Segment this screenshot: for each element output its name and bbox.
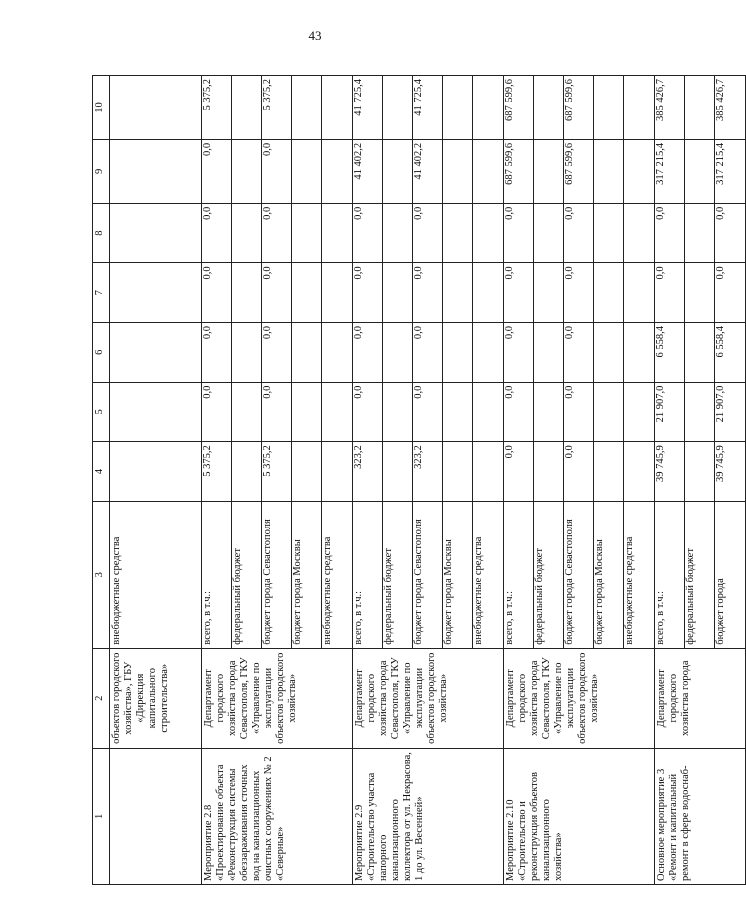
amount-value: 0,0	[715, 206, 726, 220]
measure-cell: Мероприятие 2.9 «Строительство участка напорного канализационного коллектора от ул. Некрасова, 1 до ул. Весенней»	[353, 748, 504, 884]
amount-value: 0,0	[504, 442, 534, 501]
funding-source: бюджет города	[715, 578, 726, 645]
funding-source: всего, в т.ч.:	[655, 502, 685, 648]
amount-value	[534, 383, 564, 442]
amount-value: 0,0	[202, 263, 232, 322]
amount-value	[232, 263, 262, 322]
value-cell	[353, 263, 504, 323]
amount-value	[443, 204, 473, 263]
value-cell	[655, 263, 746, 323]
amount-value	[232, 323, 262, 382]
value-cell	[353, 442, 504, 502]
funding-source: бюджет города Севастополя	[413, 502, 443, 648]
value-cell	[202, 76, 353, 140]
amount-value: 687 599,6	[564, 76, 594, 139]
amount-value	[685, 76, 715, 139]
amount-value	[594, 263, 624, 322]
funding-source: внебюджетные средства	[624, 536, 635, 645]
amount-value	[624, 323, 654, 382]
column-header: 6	[93, 322, 110, 382]
value-cell	[353, 322, 504, 382]
amount-value	[473, 140, 503, 203]
amount-value: 317 215,4	[655, 140, 685, 203]
amount-value	[383, 76, 413, 139]
amount-value	[443, 323, 473, 382]
value-cell	[353, 203, 504, 263]
executor-cell: Департамент городского хозяйства города Севастополя, ГКУ «Управление по эксплуатации объектов городского хозяйства»	[202, 648, 353, 748]
amount-value: 0,0	[262, 204, 292, 263]
amount-value: 0,0	[262, 140, 292, 203]
amount-value	[232, 76, 262, 139]
column-header: 2	[93, 648, 110, 748]
funding-source: бюджет города Севастополя	[262, 502, 292, 648]
amount-value	[473, 323, 503, 382]
executor-cell: Департамент городского хозяйства города Севастополя, ГКУ «Управление по эксплуатации объектов городского хозяйства»	[504, 648, 655, 748]
amount-value	[322, 263, 352, 322]
amount-value	[443, 263, 473, 322]
amount-value	[534, 263, 564, 322]
column-header: 4	[93, 442, 110, 502]
amount-value	[685, 383, 715, 442]
table-row	[202, 76, 353, 885]
amount-value	[473, 442, 503, 501]
value-cell	[655, 442, 746, 502]
funding-source: всего, в т.ч.:	[504, 502, 534, 648]
amount-value: 0,0	[202, 140, 232, 203]
value-cell	[110, 442, 202, 502]
value-cell	[504, 139, 655, 203]
amount-value: 0,0	[504, 263, 534, 322]
amount-value: 0,0	[564, 383, 594, 442]
amount-value	[383, 383, 413, 442]
amount-value: 39 745,9	[715, 445, 726, 482]
amount-value	[443, 383, 473, 442]
amount-value	[232, 442, 262, 501]
amount-value: 0,0	[413, 323, 443, 382]
amount-value: 0,0	[504, 323, 534, 382]
amount-value	[383, 323, 413, 382]
amount-value: 0,0	[262, 383, 292, 442]
column-header: 10	[93, 76, 110, 140]
amount-value: 385 426,7	[655, 76, 685, 139]
column-header: 9	[93, 139, 110, 203]
value-cell	[504, 322, 655, 382]
funding-source: бюджет города Москвы	[443, 502, 473, 648]
amount-value	[292, 442, 322, 501]
amount-value	[594, 442, 624, 501]
amount-value: 0,0	[413, 383, 443, 442]
amount-value: 0,0	[564, 442, 594, 501]
value-cell	[110, 263, 202, 323]
amount-value	[443, 76, 473, 139]
funding-source: бюджет города Севастополя	[564, 502, 594, 648]
value-cell	[202, 203, 353, 263]
funding-source: всего, в т.ч.:	[353, 502, 383, 648]
amount-value: 385 426,7	[715, 79, 726, 121]
value-cell	[655, 322, 746, 382]
amount-value	[473, 263, 503, 322]
amount-value	[292, 140, 322, 203]
executor-cell: Департамент городского хозяйства города	[655, 648, 746, 748]
amount-value	[232, 383, 262, 442]
amount-value: 0,0	[504, 383, 534, 442]
funding-source-cell	[202, 501, 353, 648]
column-header: 7	[93, 263, 110, 323]
value-cell	[353, 382, 504, 442]
amount-value	[594, 76, 624, 139]
table-row	[110, 76, 202, 885]
amount-value	[292, 76, 322, 139]
amount-value	[292, 204, 322, 263]
amount-value: 0,0	[202, 323, 232, 382]
amount-value	[383, 442, 413, 501]
amount-value: 0,0	[564, 263, 594, 322]
amount-value	[594, 204, 624, 263]
column-header: 5	[93, 382, 110, 442]
amount-value: 0,0	[262, 263, 292, 322]
header-row	[93, 76, 110, 885]
amount-value	[534, 76, 564, 139]
amount-value: 0,0	[353, 323, 383, 382]
value-cell	[353, 76, 504, 140]
amount-value: 0,0	[413, 263, 443, 322]
value-cell	[202, 263, 353, 323]
amount-value: 6 558,4	[715, 325, 726, 358]
amount-value: 0,0	[564, 204, 594, 263]
funding-source: бюджет города Москвы	[292, 502, 322, 648]
funding-source: внебюджетные средства	[473, 536, 484, 645]
amount-value	[685, 140, 715, 203]
value-cell	[655, 382, 746, 442]
value-cell	[110, 139, 202, 203]
amount-value	[322, 442, 352, 501]
funding-source: бюджет города Москвы	[594, 502, 624, 648]
amount-value: 41 725,4	[353, 76, 383, 139]
amount-value	[322, 323, 352, 382]
budget-table	[92, 75, 746, 885]
value-cell	[504, 263, 655, 323]
amount-value: 0,0	[353, 383, 383, 442]
funding-source: федеральный бюджет	[383, 502, 413, 648]
amount-value	[322, 76, 352, 139]
amount-value	[292, 263, 322, 322]
amount-value	[685, 263, 715, 322]
value-cell	[202, 322, 353, 382]
executor-cell: Департамент городского хозяйства города Севастополя, ГКУ «Управление по эксплуатации объектов городского хозяйства»	[353, 648, 504, 748]
amount-value: 5 375,2	[262, 76, 292, 139]
measure-cell: Основное мероприятие 3 «Ремонт и капитальный ремонт в сфере водоснаб-	[655, 748, 746, 884]
source-cell: внебюджетные средства	[110, 501, 202, 648]
amount-value: 0,0	[655, 263, 685, 322]
amount-value: 687 599,6	[504, 76, 534, 139]
value-cell	[655, 203, 746, 263]
amount-value	[322, 140, 352, 203]
amount-value	[383, 204, 413, 263]
amount-value	[534, 323, 564, 382]
value-cell	[353, 139, 504, 203]
table-row	[353, 76, 504, 885]
amount-value	[624, 383, 654, 442]
amount-value	[232, 204, 262, 263]
amount-value: 687 599,6	[564, 140, 594, 203]
amount-value: 21 907,0	[715, 385, 726, 423]
amount-value: 5 375,2	[262, 442, 292, 501]
column-header: 1	[93, 748, 110, 884]
amount-value: 323,2	[353, 442, 383, 501]
amount-value: 0,0	[564, 323, 594, 382]
funding-source-cell	[655, 501, 746, 648]
amount-value: 41 402,2	[353, 140, 383, 203]
value-cell	[110, 322, 202, 382]
amount-value: 0,0	[353, 263, 383, 322]
amount-value	[685, 442, 715, 501]
value-cell	[202, 139, 353, 203]
value-cell	[504, 442, 655, 502]
amount-value	[473, 383, 503, 442]
amount-value: 5 375,2	[202, 76, 232, 139]
amount-value: 0,0	[504, 204, 534, 263]
amount-value: 0,0	[262, 323, 292, 382]
amount-value	[624, 263, 654, 322]
amount-value	[685, 204, 715, 263]
funding-source-cell	[504, 501, 655, 648]
amount-value	[534, 140, 564, 203]
value-cell	[504, 382, 655, 442]
amount-value: 0,0	[202, 383, 232, 442]
funding-source: внебюджетные средства	[322, 536, 333, 645]
amount-value	[624, 140, 654, 203]
funding-source-cell	[353, 501, 504, 648]
amount-value	[594, 383, 624, 442]
amount-value: 41 402,2	[413, 140, 443, 203]
amount-value	[292, 383, 322, 442]
table-row	[655, 76, 746, 885]
amount-value	[624, 76, 654, 139]
amount-value	[292, 323, 322, 382]
funding-source: всего, в т.ч.:	[202, 502, 232, 648]
measure-cell: Мероприятие 2.8 «Проектирование объекта «Реконструкция системы обеззараживания сточных вод на канализационных очистных сооружениях № 2 «Северные»	[202, 748, 353, 884]
table-viewport	[92, 75, 726, 885]
amount-value	[534, 442, 564, 501]
value-cell	[655, 139, 746, 203]
amount-value	[322, 204, 352, 263]
amount-value: 0,0	[413, 204, 443, 263]
executor-cell: объектов городского хозяйства», ГБУ «Дирекция капитального строительства»	[110, 648, 202, 748]
amount-value: 0,0	[353, 204, 383, 263]
amount-value: 21 907,0	[655, 383, 685, 442]
table-row	[504, 76, 655, 885]
funding-source: федеральный бюджет	[685, 502, 715, 648]
value-cell	[504, 203, 655, 263]
amount-value: 317 215,4	[715, 142, 726, 185]
amount-value	[383, 140, 413, 203]
page-number: 43	[308, 28, 322, 43]
value-cell	[655, 76, 746, 140]
amount-value: 0,0	[202, 204, 232, 263]
amount-value	[685, 323, 715, 382]
amount-value	[443, 442, 473, 501]
amount-value	[624, 204, 654, 263]
amount-value	[322, 383, 352, 442]
amount-value	[473, 76, 503, 139]
amount-value: 6 558,4	[655, 323, 685, 382]
amount-value: 41 725,4	[413, 76, 443, 139]
value-cell	[110, 382, 202, 442]
amount-value: 0,0	[715, 266, 726, 280]
funding-source: федеральный бюджет	[232, 502, 262, 648]
amount-value: 0,0	[655, 204, 685, 263]
amount-value	[443, 140, 473, 203]
amount-value	[383, 263, 413, 322]
column-header: 8	[93, 203, 110, 263]
value-cell	[504, 76, 655, 140]
value-cell	[202, 382, 353, 442]
funding-source: федеральный бюджет	[534, 502, 564, 648]
value-cell	[110, 76, 202, 140]
amount-value	[594, 323, 624, 382]
column-header: 3	[93, 501, 110, 648]
amount-value	[232, 140, 262, 203]
amount-value	[624, 442, 654, 501]
measure-cell: Мероприятие 2.10 «Строительство и реконструкция объектов канализационного хозяйства»	[504, 748, 655, 884]
amount-value	[473, 204, 503, 263]
amount-value	[534, 204, 564, 263]
value-cell	[110, 203, 202, 263]
rotated-table-container	[92, 75, 726, 885]
amount-value: 39 745,9	[655, 442, 685, 501]
amount-value	[594, 140, 624, 203]
value-cell	[202, 442, 353, 502]
amount-value: 5 375,2	[202, 442, 232, 501]
amount-value: 687 599,6	[504, 140, 534, 203]
measure-cell	[110, 748, 202, 884]
amount-value: 323,2	[413, 442, 443, 501]
